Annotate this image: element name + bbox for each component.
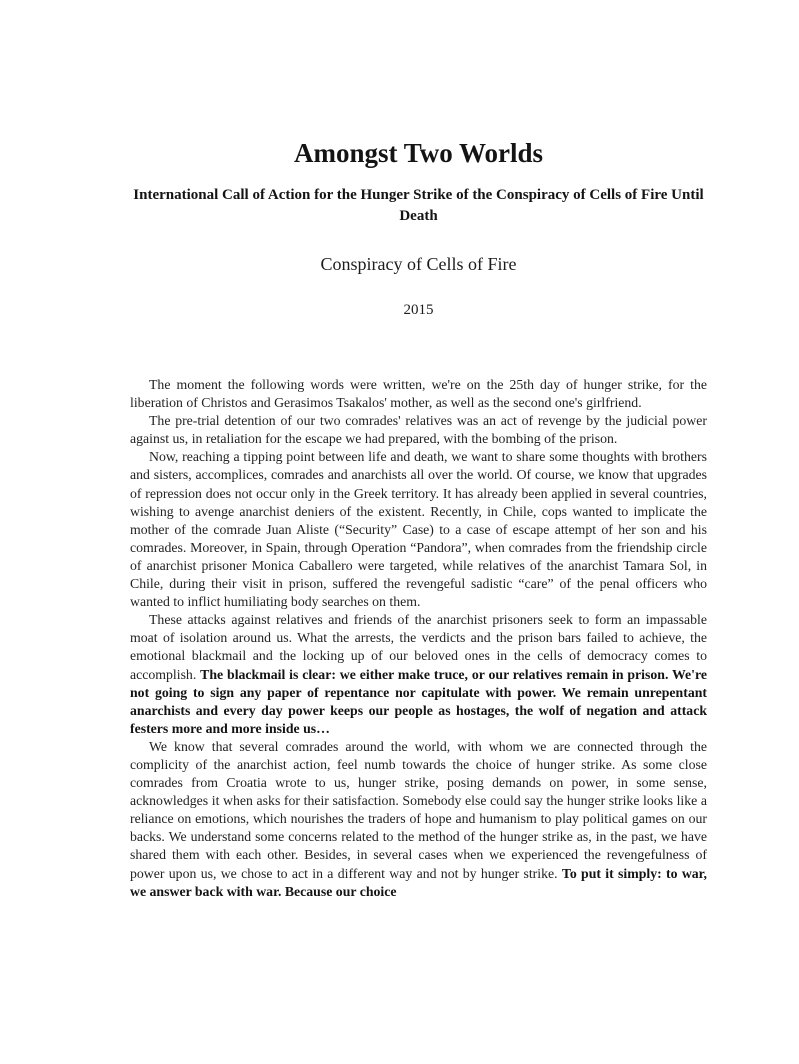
bold-text-run: To put it simply: to war, we answer back with war. Because our choice: [130, 865, 707, 899]
document-body: [130, 376, 707, 901]
paragraph: [130, 738, 707, 901]
text-run: The moment the following words were written, we're on the 25th day of hunger strike, for the liberation of Christos and Gerasimos Tsakalos' mother, as well as the second one's girlfriend.: [130, 377, 707, 411]
bold-text-run: The blackmail is clear: we either make truce, or our relatives remain in prison. We're not going to sign any paper of repentance nor capitulate with power. We remain unrepentant anarchists and every day power keeps our people as hostages, the wolf of negation and attack festers more and more inside us…: [130, 666, 707, 736]
document-subtitle: International Call of Action for the Hunger Strike of the Conspiracy of Cells of Fire Until Death: [133, 187, 704, 224]
paragraph: [130, 376, 707, 412]
document-title: Amongst Two Worlds: [293, 138, 544, 168]
paragraph: [130, 412, 707, 448]
text-run: Now, reaching a tipping point between life and death, we want to share some thoughts with brothers and sisters, accomplices, comrades and anarchists all over the world. Of course, we know that upgrades of repression does not occur only in the Greek territory. It has already been applied in several countries, wishing to avenge anarchist deniers of the existent. Recently, in Chile, cops wanted to implicate the mother of the comrade Juan Aliste (“Security” Case) to a case of escape attempt of her son and his comrades. Moreover, in Spain, through Operation “Pandora”, when comrades from the friendship circle of anarchist prisoner Monica Caballero were targeted, while relatives of the anarchist Tamara Sol, in Chile, during their visit in prison, suffered the revengeful sadistic “care” of the penal officers who wanted to inflict humiliating body searches on them.: [130, 449, 707, 610]
text-run: We know that several comrades around the world, with whom we are connected through the complicity of the anarchist action, feel numb towards the choice of hunger strike. As some close comrades from Croatia wrote to us, hunger strike, posing demands on power, in some sense, acknowledges it when asks for their satisfaction. Somebody else could say the hunger strike looks like a reliance on emotions, which nourishes the traders of hope and humanism to play political games on our backs. We understand some concerns related to the method of the hunger strike as, in the past, we have shared them with each other. Besides, in several cases when we experienced the revengefulness of power upon us, we chose to act in a different way and not by hunger strike.: [130, 738, 707, 881]
document-year: 2015: [403, 302, 434, 318]
paragraph: [130, 611, 707, 738]
paragraph: [130, 448, 707, 611]
document-author: Conspiracy of Cells of Fire: [320, 254, 517, 274]
text-run: The pre-trial detention of our two comrades' relatives was an act of revenge by the judicial power against us, in retaliation for the escape we had prepared, with the bombing of the prison.: [130, 413, 707, 447]
text-run: These attacks against relatives and friends of the anarchist prisoners seek to form an impassable moat of isolation around us. What the arrests, the verdicts and the prison bars failed to achieve, the emotional blackmail and the locking up of our beloved ones in the cells of democracy comes to accomplish.: [130, 612, 707, 682]
